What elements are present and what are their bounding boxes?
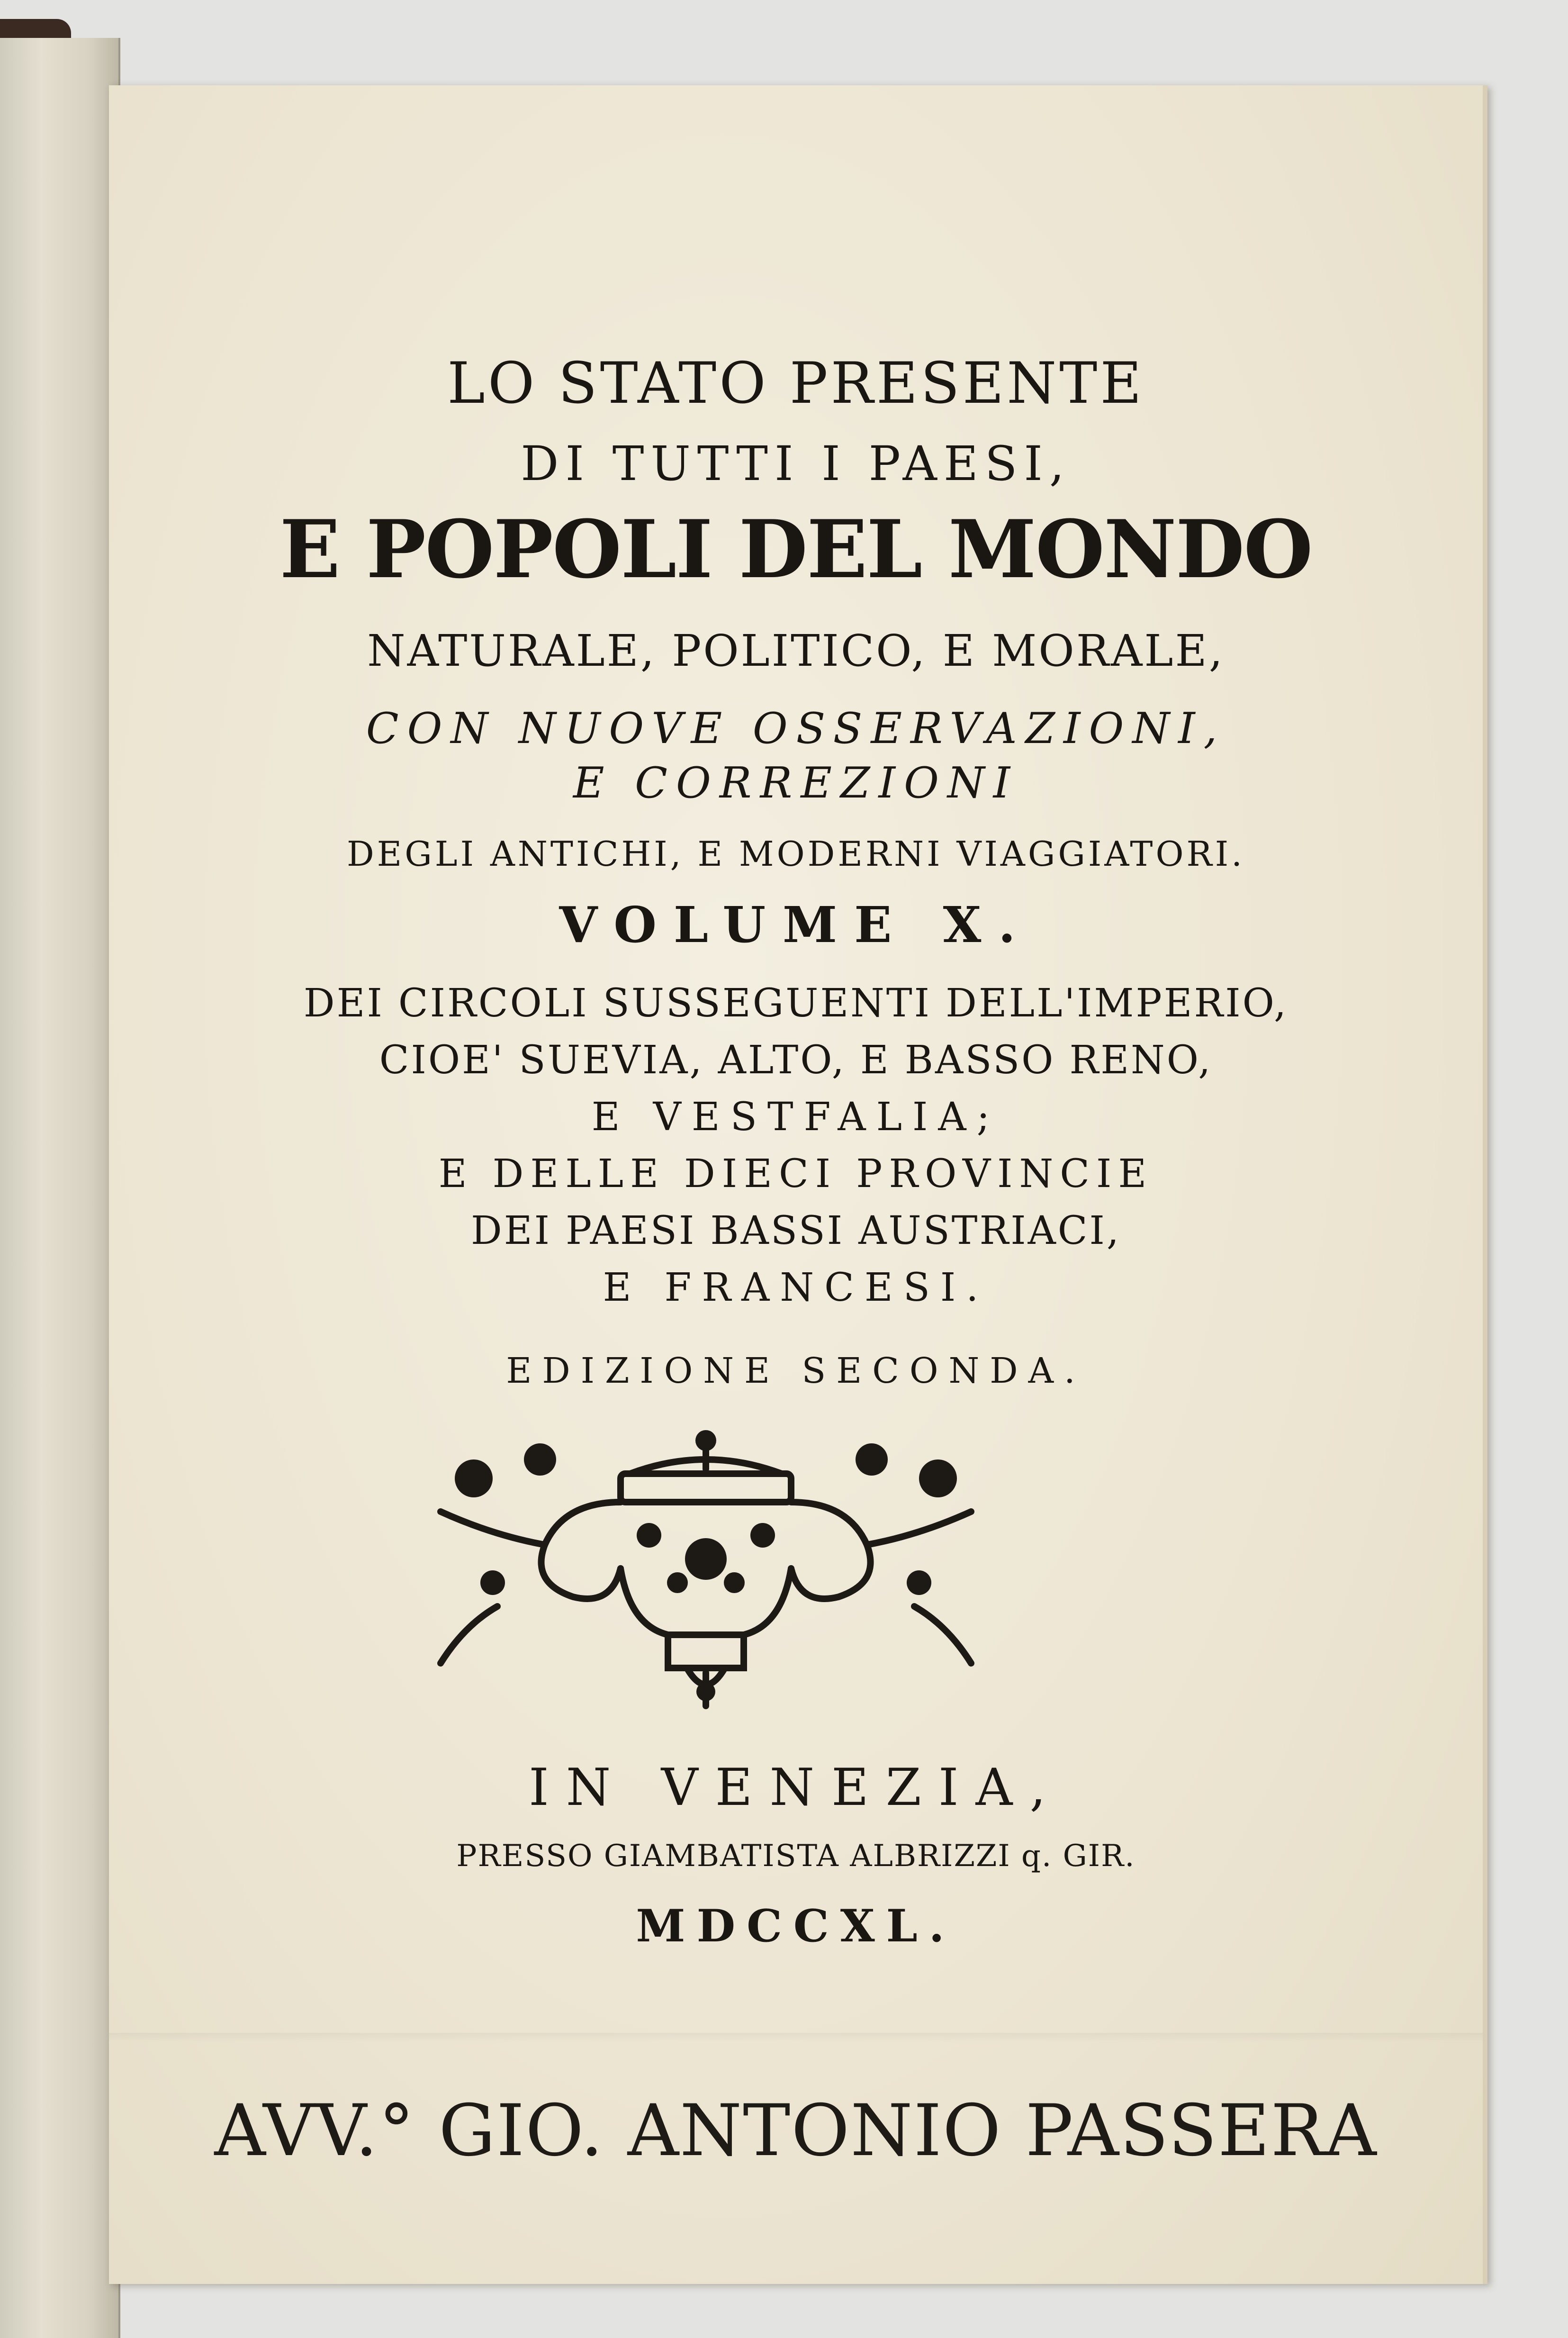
title-line-1: LO STATO PRESENTE xyxy=(447,351,1144,417)
title-line-2: DI TUTTI I PAESI, xyxy=(521,436,1071,491)
volume-label: VOLUME X. xyxy=(559,896,1033,954)
ownership-stamp: AVV.° GIO. ANTONIO PASSERA xyxy=(214,2090,1378,2172)
stamp-strip-edge xyxy=(109,2033,1483,2042)
subject-line-3: E VESTFALIA; xyxy=(591,1095,1000,1140)
main-title: E POPOLI DEL MONDO xyxy=(279,502,1312,596)
travellers-line: DEGLI ANTICHI, E MODERNI VIAGGIATORI. xyxy=(346,834,1245,874)
printers-ornament-icon xyxy=(422,1426,990,1711)
subject-line-1: DEI CIRCOLI SUSSEGUENTI DELL'IMPERIO, xyxy=(303,981,1289,1026)
title-page xyxy=(109,85,1487,2284)
imprint-year: MDCCXL. xyxy=(636,1900,956,1952)
subject-line-6: E FRANCESI. xyxy=(603,1265,989,1310)
italic-line-2: E CORREZIONI xyxy=(573,758,1019,808)
subject-line-4: E DELLE DIECI PROVINCIE xyxy=(438,1151,1153,1196)
previous-page-edge xyxy=(0,38,120,2338)
edition-label: EDIZIONE SECONDA. xyxy=(506,1350,1086,1391)
imprint-printer: PRESSO GIAMBATISTA ALBRIZZI q. GIR. xyxy=(456,1839,1135,1874)
italic-line-1: CON NUOVE OSSERVAZIONI, xyxy=(366,704,1226,753)
imprint-place: IN VENEZIA, xyxy=(529,1758,1063,1817)
subject-line-2: CIOE' SUEVIA, ALTO, E BASSO RENO, xyxy=(379,1038,1213,1083)
subtitle-line: NATURALE, POLITICO, E MORALE, xyxy=(367,625,1225,676)
subject-line-5: DEI PAESI BASSI AUSTRIACI, xyxy=(471,1208,1121,1253)
